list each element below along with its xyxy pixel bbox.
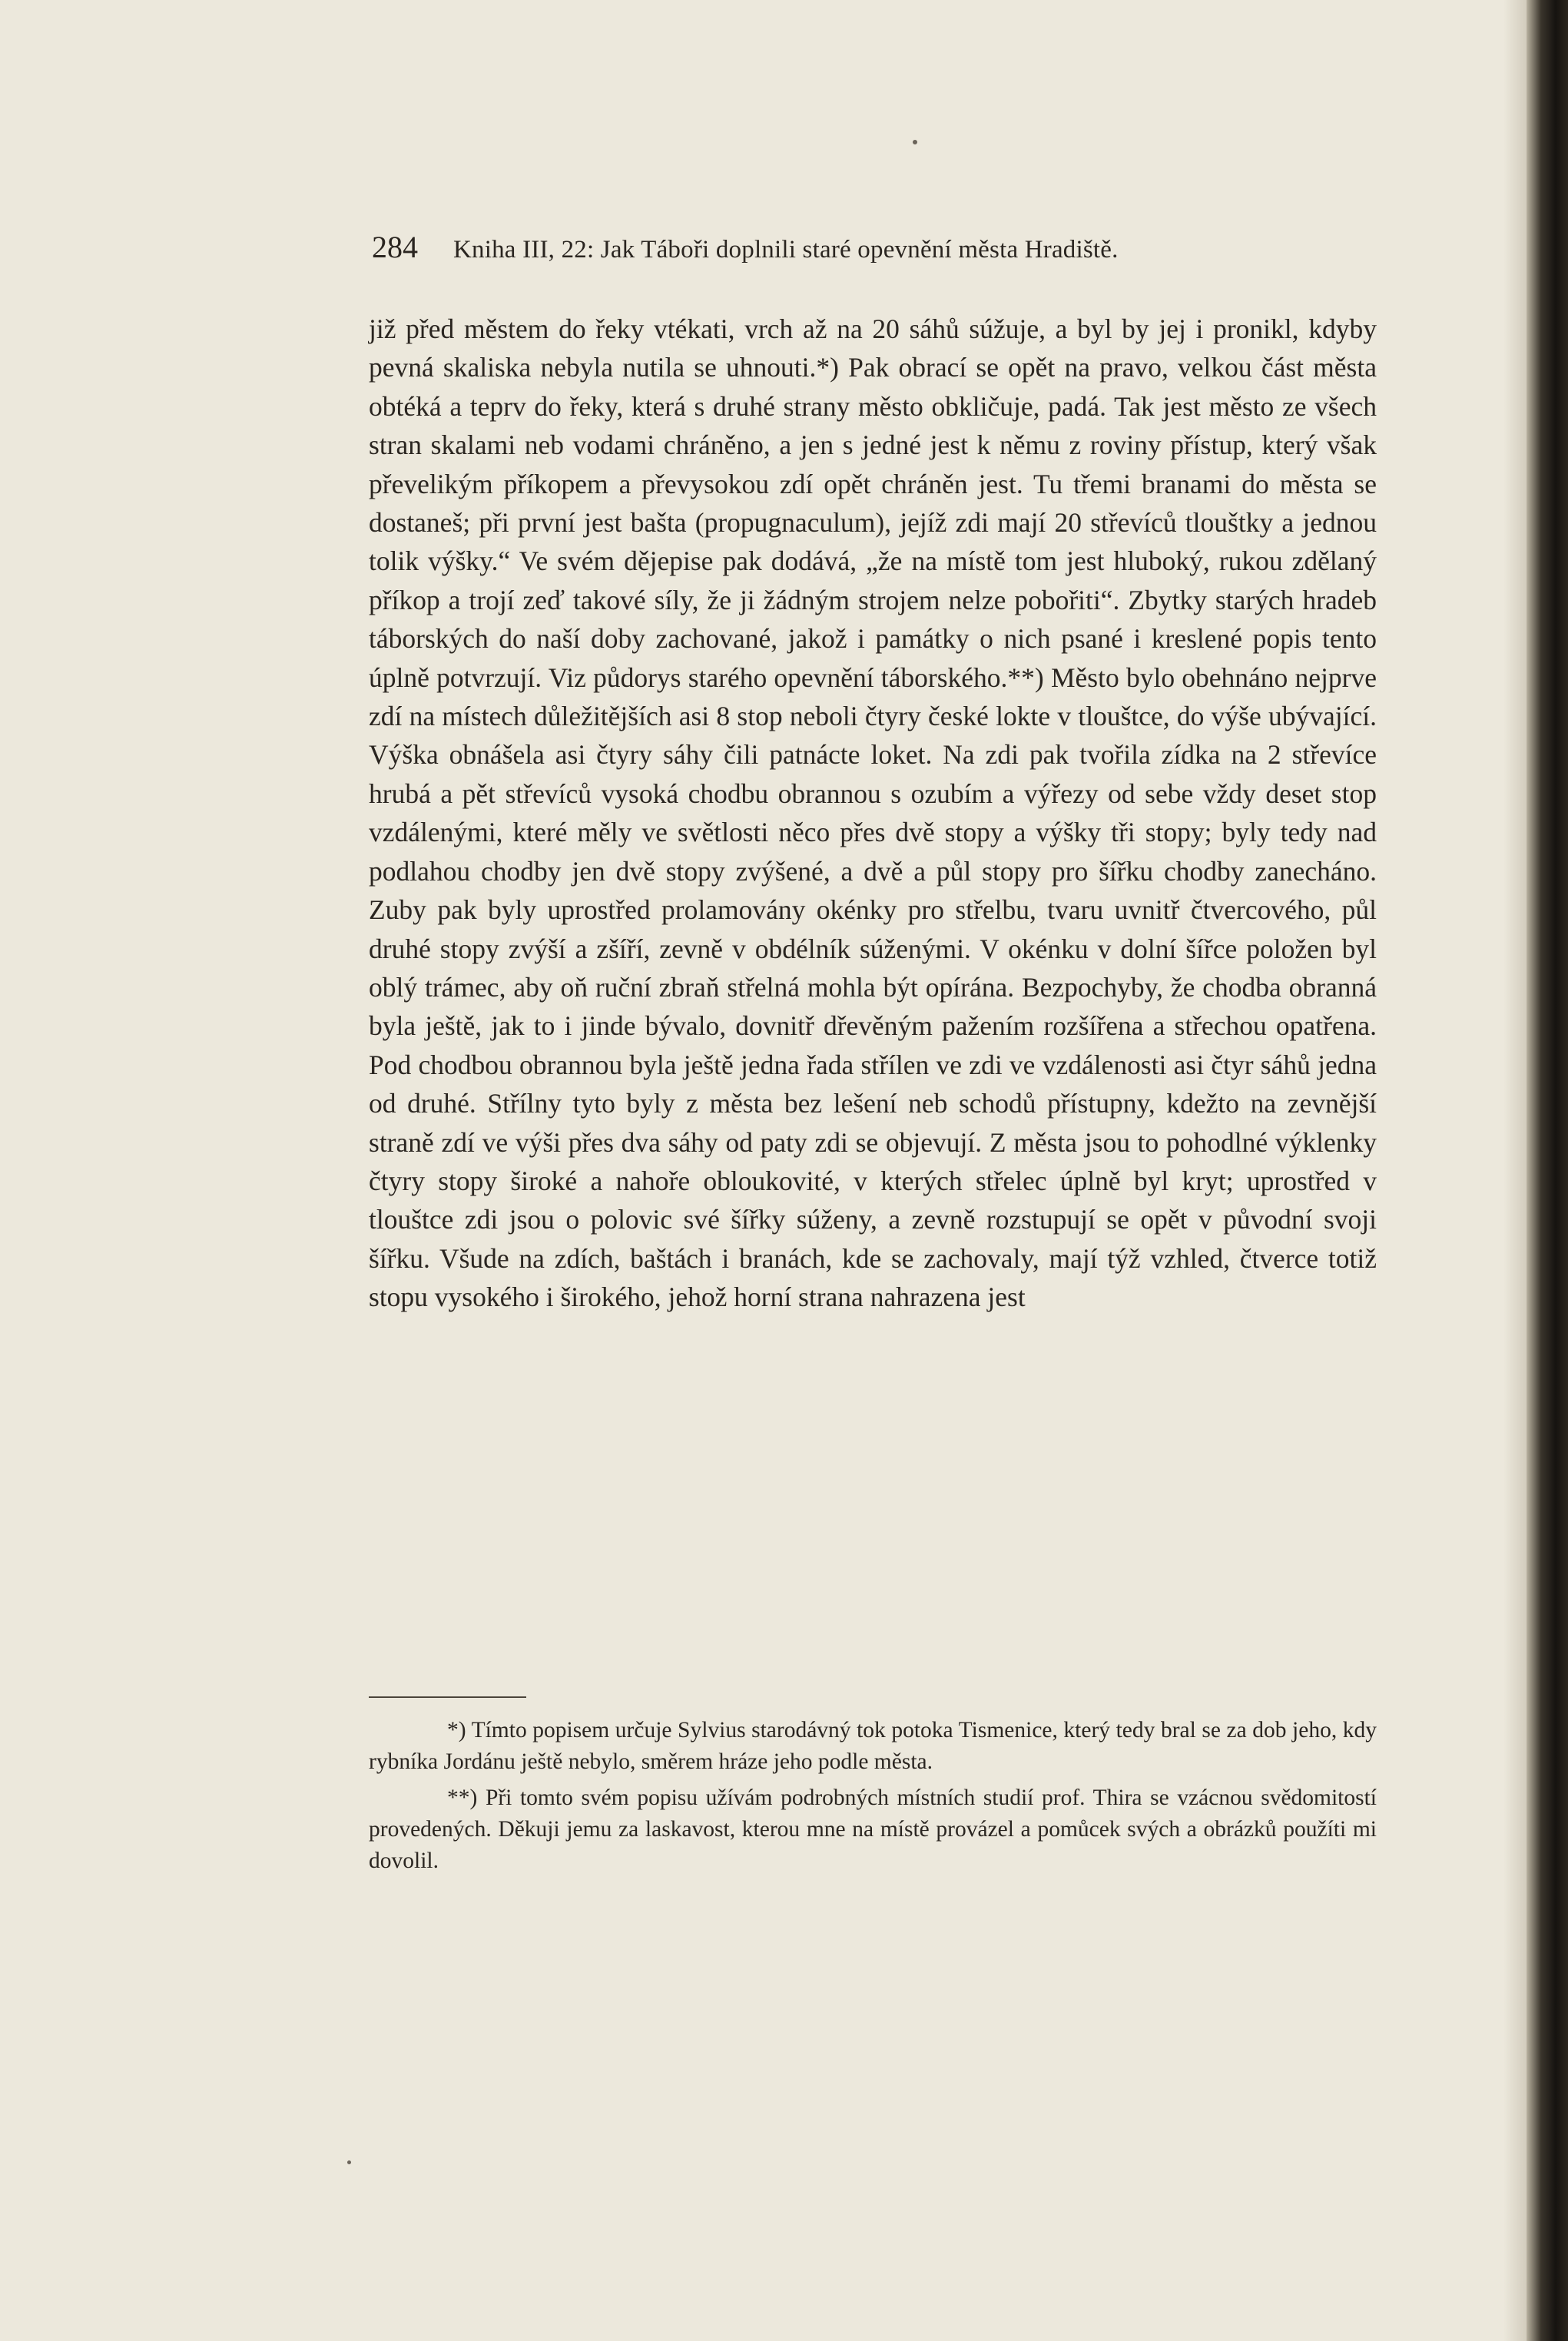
footnote-2: **) Při tomto svém popisu užívám podrobných místních studií prof. Thira se vzácnou svědomitostí provedených. Děkuji jemu za laskavost, kterou mne na místě provázel a pomůcek svých a obrázků použíti mi dovolil.: [369, 1786, 1377, 1873]
main-text: [369, 310, 1377, 1317]
book-spine-edge: [1527, 0, 1568, 2341]
page-number: 284: [372, 230, 418, 264]
running-head: [372, 229, 1278, 275]
page-edge-shadow: [1503, 0, 1527, 2341]
body-paragraph: již před městem do řeky vtékati, vrch až na 20 sáhů súžuje, a byl by jej i pronikl, kdyby pevná skaliska nebyla nutila se uhnouti.*) Pak obrací se opět na pravo, velkou část města obtéká a teprv do řeky, která s druhé strany město obkličuje, padá. Tak jest město ze všech stran skalami neb vodami chráněno, a jen s jedné jest k němu z roviny přístup, který však převelikým příkopem a převysokou zdí opět chráněn jest. Tu třemi branami do města se dostaneš; při první jest bašta (propugnaculum), jejíž zdi mají 20 střevíců tlouštky a jednou tolik výšky.“ Ve svém dějepise pak dodává, „že na místě tom jest hluboký, rukou zdělaný příkop a trojí zeď takové síly, že ji žádným strojem nelze pobořiti“. Zbytky starých hradeb táborských do naší doby zachované, jakož i památky o nich psané i kreslené popis tento úplně potvrzují. Viz půdorys starého opevnění táborského.**) Město bylo obehnáno nejprve zdí na místech důležitějších asi 8 stop neboli čtyry české lokte v tlouštce, do výše ubývající. Výška obnášela asi čtyry sáhy čili patnácte loket. Na zdi pak tvořila zídka na 2 střevíce hrubá a pět střevíců vysoká chodbu obrannou s ozubím a výřezy od sebe vždy deset stop vzdálenými, které měly ve světlosti něco přes dvě stopy a výšky tři stopy; byly tedy nad podlahou chodby jen dvě stopy zvýšené, a dvě a půl stopy pro šířku chodby zanecháno. Zuby pak byly uprostřed prolamovány okénky pro střelbu, tvaru uvnitř čtvercového, půl druhé stopy zvýší a zšíří, zevně v obdélník súženými. V okénku v dolní šířce položen byl oblý trámec, aby oň ruční zbraň střelná mohla být opírána. Bezpochyby, že chodba obranná byla ještě, jak to i jinde bývalo, dovnitř dřevěným pažením rozšířena a střechou opatřena. Pod chodbou obrannou byla ještě jedna řada střílen ve zdi ve vzdálenosti asi čtyr sáhů jedna od druhé. Střílny tyto byly z města bez lešení neb schodů přístupny, kdežto na zevnější straně zdí ve výši přes dva sáhy od paty zdi se objevují. Z města jsou to pohodlné výklenky čtyry stopy široké a nahoře obloukovité, v kterých střelec úplně byl kryt; uprostřed v tlouštce zdi jsou o polovic své šířky súženy, a zevně rozstupují se opět v původní svoji šířku. Všude na zdích, baštách i branách, kde se zachovaly, mají týž vzhled, čtverce totiž stopu vysokého i širokého, jehož horní strana nahrazena jest: [369, 313, 1377, 1313]
running-head-title: Kniha III, 22: Jak Táboři doplnili staré opevnění města Hradiště.: [453, 236, 1119, 264]
footnotes: [369, 1715, 1377, 1882]
paper-speck: [913, 140, 917, 144]
footnote-1: *) Tímto popisem určuje Sylvius starodávný tok potoka Tismenice, který tedy bral se za dob jeho, kdy rybníka Jordánu ještě nebylo, směrem hráze jeho podle města.: [369, 1718, 1377, 1774]
footnote-separator: [369, 1696, 526, 1698]
paper-speck: [347, 2160, 351, 2164]
